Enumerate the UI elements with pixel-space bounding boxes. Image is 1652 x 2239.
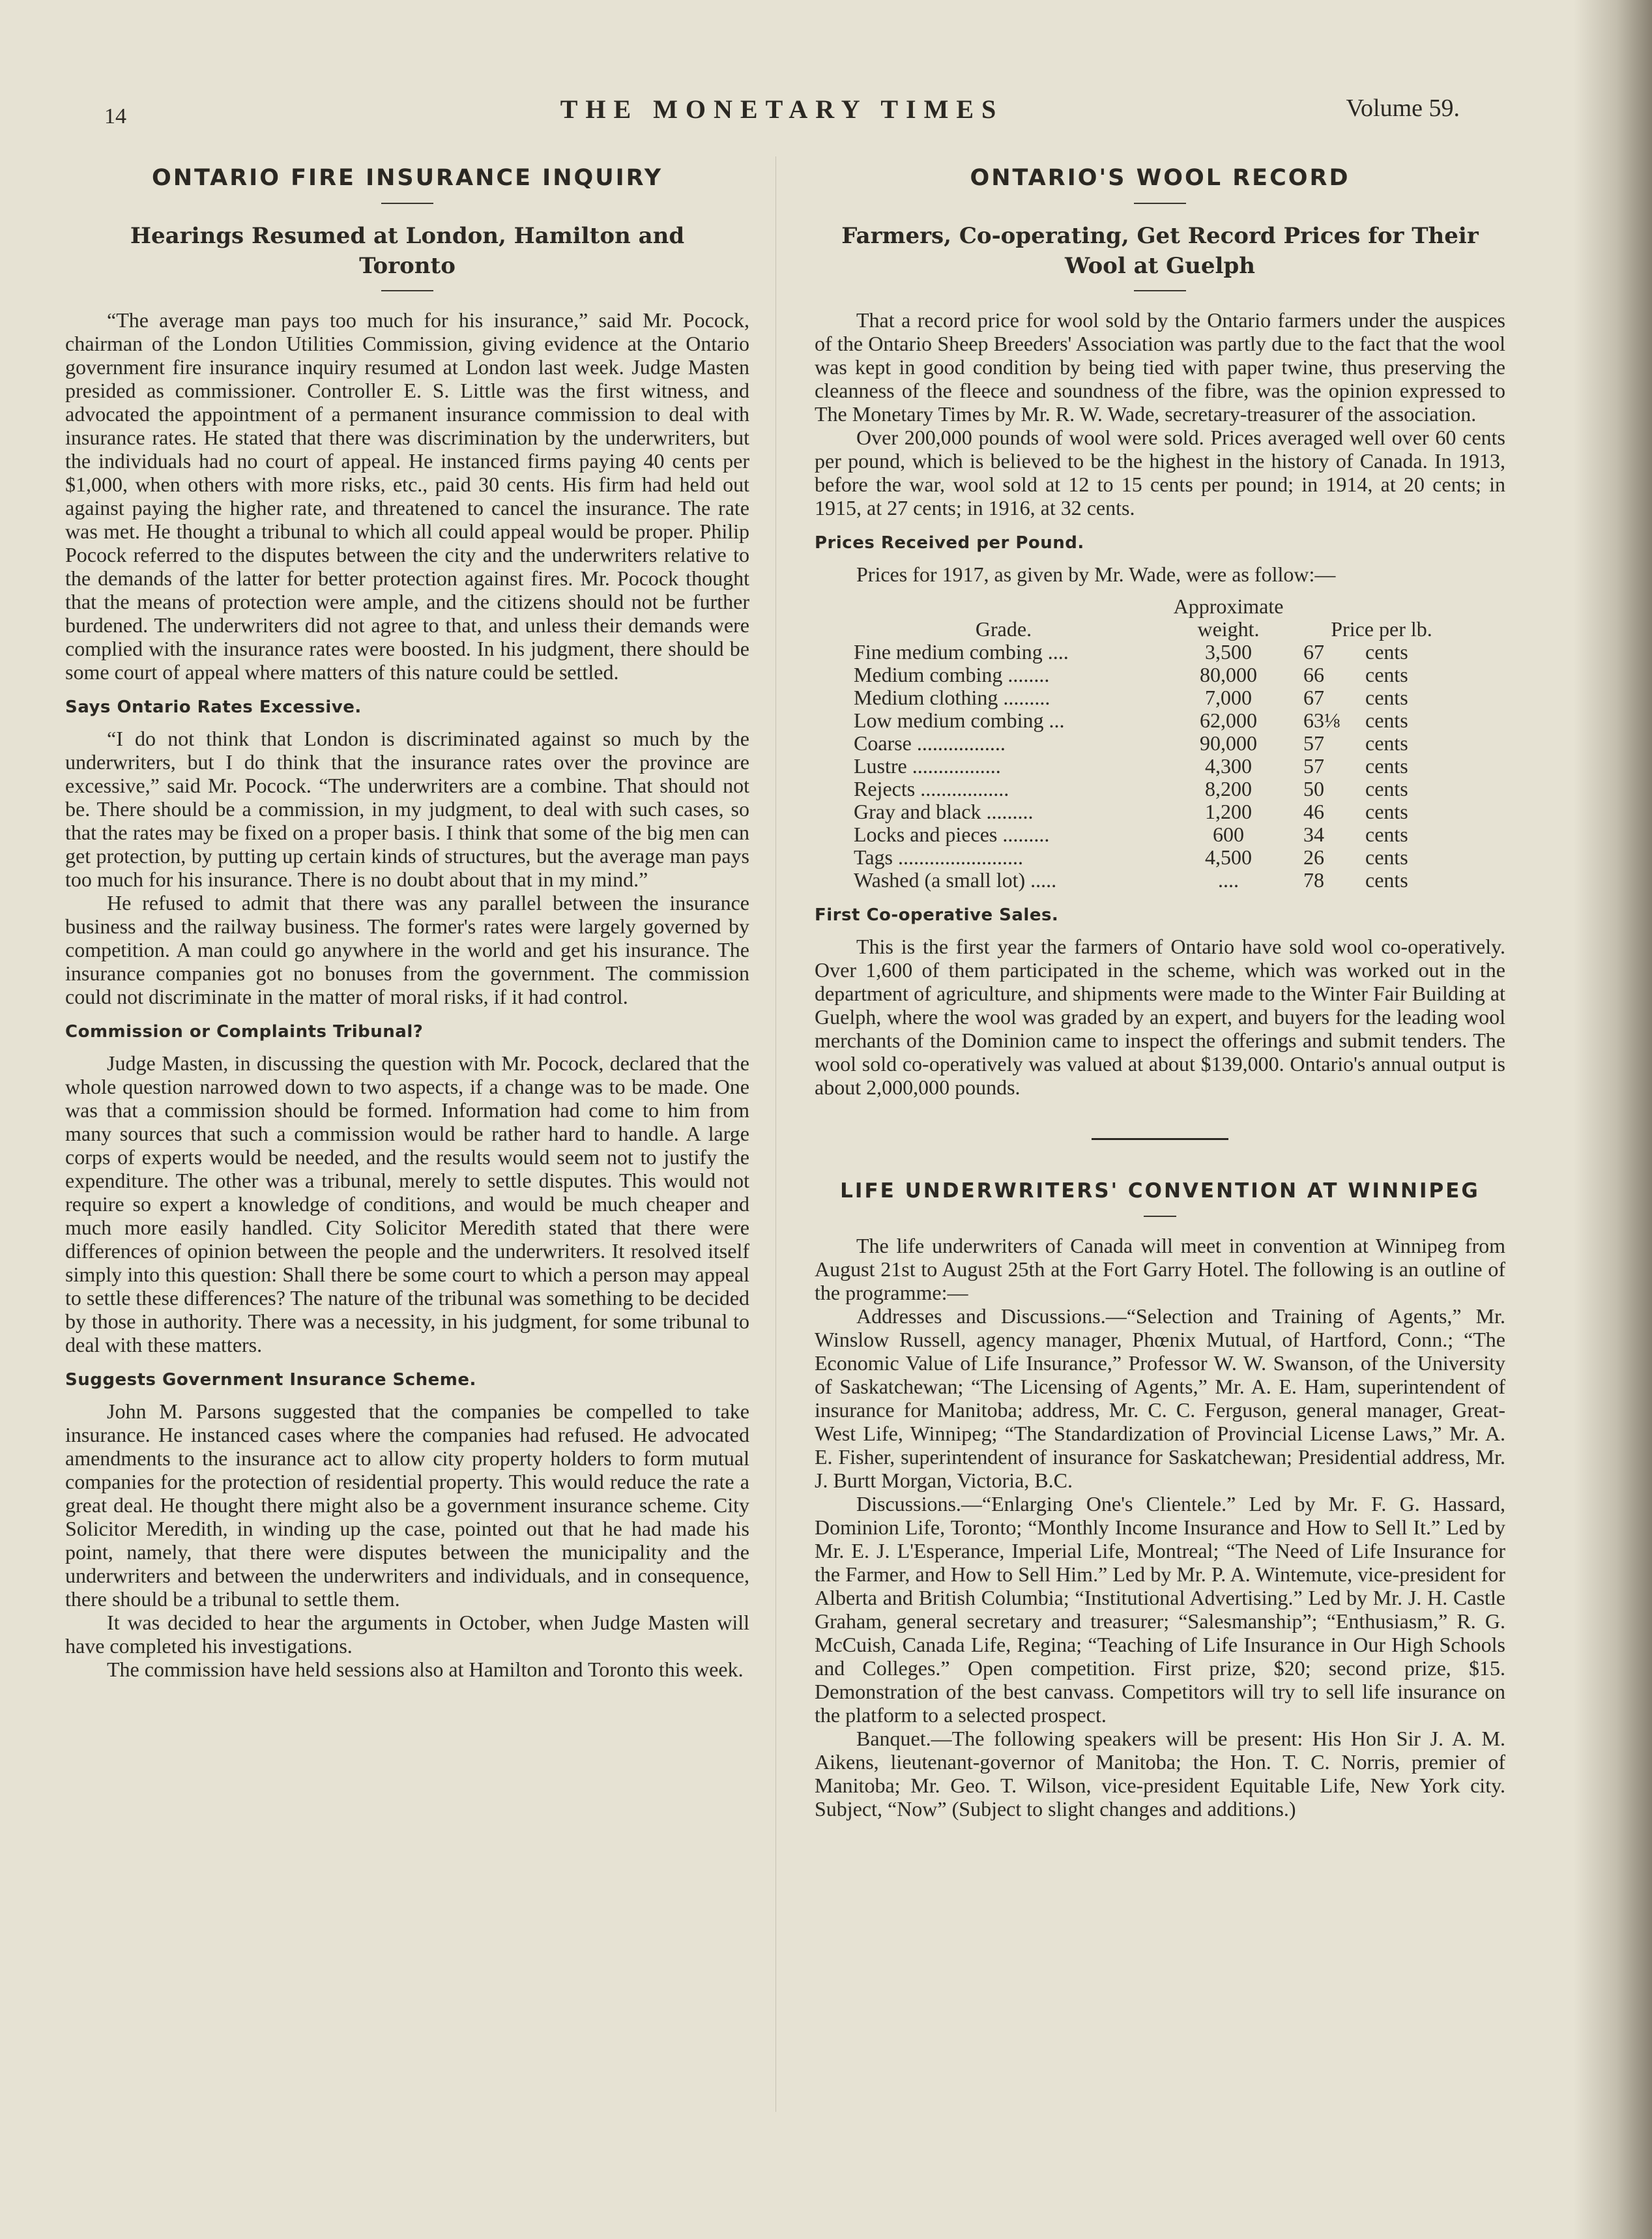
cell-weight: 8,200 xyxy=(1205,777,1252,800)
table-row xyxy=(854,755,1460,778)
cell-price: 67 cents xyxy=(1303,640,1408,664)
page-edge-shadow xyxy=(1574,0,1652,2239)
column-header-weight-top: Approximate xyxy=(1173,594,1284,618)
article-paragraph: “The average man pays too much for his insurance,” said Mr. Pocock, chairman of the London Utilities Commission, giving evidence at the Ontario government fire insurance inquiry resumed at London last week. Judge Masten presided as commissioner. Controller E. S. Little was the first witness, and advocated the appointment of a permanent insurance commission to deal with insurance rates. He stated that there was discrimination by the underwriters, but the individuals had no court of appeal. He instanced firms paying 40 cents per $1,000, when others with more risks, etc., paid 30 cents. His firm had held out against paying the higher rate, and threatened to cancel the insurance. The rate was met. He thought a tribunal to which all could appeal would be proper. Philip Pocock referred to the disputes between the city and the underwriters relative to the demands of the latter for better protection against fires. Mr. Pocock thought that the means of protection were ample, and the citizens should not be further burdened. The underwriters did not agree to that, and unless their demands were complied with the insurance rates were boosted. In his judgment, there should be some court of appeal where matters of this nature could be settled. xyxy=(65,308,749,684)
table-row xyxy=(854,709,1460,732)
article-paragraph: That a record price for wool sold by the Ontario farmers under the auspices of the Ontario Sheep Breeders' Association was partly due to the fact that the wool was kept in good condition by being tied with paper twine, thus preserving the cleanness of the fleece and soundness of the fibre, was the opinion expressed to The Monetary Times by Mr. R. W. Wade, secretary-treasurer of the association. xyxy=(815,308,1505,426)
section-heading: Suggests Government Insurance Scheme. xyxy=(65,1370,476,1390)
journal-title: THE MONETARY TIMES xyxy=(560,95,1004,124)
cell-weight: 90,000 xyxy=(1200,731,1257,755)
table-row xyxy=(854,778,1460,800)
table-row xyxy=(854,664,1460,686)
article-paragraph: The life underwriters of Canada will meet in convention at Winnipeg from August 21st to August 25th at the Fort Garry Hotel. The following is an outline of the programme:— xyxy=(815,1234,1505,1304)
article-title: LIFE UNDERWRITERS' CONVENTION AT WINNIPEG xyxy=(840,1179,1480,1203)
title-rule xyxy=(1134,203,1186,204)
wool-price-table xyxy=(854,595,1460,892)
table-row xyxy=(854,800,1460,823)
cell-grade: Low medium combing ... xyxy=(854,709,1065,732)
right-column xyxy=(815,156,1505,1821)
cell-price: 57 cents xyxy=(1303,731,1408,755)
article-paragraph: The commission have held sessions also at Hamilton and Toronto this week. xyxy=(107,1658,744,1681)
article-paragraph: Judge Masten, in discussing the question with Mr. Pocock, declared that the whole question narrowed down to two aspects, if a change was to be made. One was that a commission should be formed. Information had come to him from many sources that such a commission would be rather hard to handle. A large corps of experts would be needed, and the results would seem not to justify the expenditure. The other was a tribunal, merely to settle disputes. This would not require so expert a knowledge of conditions, and would be much cheaper and much more easily handled. City Solicitor Meredith stated that there were differences of opinion between the people and the underwriters. It resolved itself simply into this question: Shall there be some court to which a person may appeal to settle these differences? The nature of the tribunal was something to be decided by those in authority. There was a necessity, in his judgment, for some tribunal to deal with these matters. xyxy=(65,1051,750,1356)
cell-weight: 80,000 xyxy=(1200,663,1257,686)
cell-weight: 1,200 xyxy=(1205,800,1252,823)
cell-grade: Fine medium combing .... xyxy=(854,640,1069,664)
page-number: 14 xyxy=(104,104,126,128)
title-rule xyxy=(381,203,433,204)
cell-weight: .... xyxy=(1218,868,1239,892)
cell-weight: 62,000 xyxy=(1200,709,1257,732)
page-header xyxy=(104,91,1460,130)
table-body xyxy=(854,641,1460,892)
column-header-weight: weight. xyxy=(1197,617,1260,641)
article-subtitle: Farmers, Co-operating, Get Record Prices for Their Wool at Guelph xyxy=(841,223,1479,279)
cell-grade: Medium combing ........ xyxy=(854,663,1050,686)
table-row xyxy=(854,686,1460,709)
table-row xyxy=(854,641,1460,664)
table-row xyxy=(854,823,1460,846)
cell-price: 34 cents xyxy=(1303,823,1408,846)
article-paragraph: Banquet.—The following speakers will be present: His Hon Sir J. A. M. Aikens, lieutenant-governor of Manitoba; the Hon. T. C. Norris, premier of Manitoba; Mr. Geo. T. Wilson, vice-president Equitable Life, New York city. Subject, “Now” (Subject to slight changes and additions.) xyxy=(815,1727,1505,1821)
cell-grade: Rejects ................. xyxy=(854,777,1009,800)
column-header-grade: Grade. xyxy=(975,617,1032,641)
cell-weight: 3,500 xyxy=(1205,640,1252,664)
cell-grade: Washed (a small lot) ..... xyxy=(854,868,1057,892)
table-header-row xyxy=(854,595,1460,618)
table-row xyxy=(854,869,1460,892)
cell-grade: Coarse ................. xyxy=(854,731,1006,755)
cell-price: 78 cents xyxy=(1303,868,1408,892)
left-column xyxy=(65,156,749,1681)
title-rule xyxy=(1144,1216,1176,1217)
section-heading: Prices Received per Pound. xyxy=(815,533,1084,553)
cell-price: 50 cents xyxy=(1303,777,1408,800)
section-heading: Commission or Complaints Tribunal? xyxy=(65,1022,424,1042)
cell-grade: Gray and black ......... xyxy=(854,800,1034,823)
article-paragraph: This is the first year the farmers of Ontario have sold wool co-operatively. Over 1,600 of them participated in the scheme, which was worked out in the department of agriculture, and shipments were made to the Winter Fair Building at Guelph, where the wool was graded by an expert, and buyers for the leading wool merchants of the Dominion came to inspect the offerings and submit tenders. The wool sold co-operatively was valued at about $139,000. Ontario's annual output is about 2,000,000 pounds. xyxy=(815,935,1505,1099)
cell-grade: Tags ........................ xyxy=(854,845,1023,869)
table-intro: Prices for 1917, as given by Mr. Wade, were as follow:— xyxy=(856,563,1336,586)
table-row xyxy=(854,846,1460,869)
cell-price: 57 cents xyxy=(1303,754,1408,778)
article-subtitle: Hearings Resumed at London, Hamilton and Toronto xyxy=(130,223,685,279)
table-header-row xyxy=(854,618,1460,641)
cell-price: 63⅛ cents xyxy=(1303,709,1408,732)
cell-weight: 7,000 xyxy=(1205,686,1252,709)
section-divider xyxy=(1092,1138,1228,1140)
cell-price: 66 cents xyxy=(1303,663,1408,686)
cell-weight: 4,500 xyxy=(1205,845,1252,869)
cell-price: 67 cents xyxy=(1303,686,1408,709)
cell-price: 26 cents xyxy=(1303,845,1408,869)
section-heading: Says Ontario Rates Excessive. xyxy=(65,697,362,717)
subtitle-rule xyxy=(381,290,433,291)
article-paragraph: Over 200,000 pounds of wool were sold. Prices averaged well over 60 cents per pound, which is believed to be the highest in the history of Canada. In 1913, before the war, wool sold at 12 to 15 cents per pound; in 1914, at 20 cents; in 1915, at 27 cents; in 1916, at 32 cents. xyxy=(815,426,1505,520)
article-paragraph: John M. Parsons suggested that the companies be compelled to take insurance. He instanced cases where the companies had refused. He advocated amendments to the insurance act to allow city property holders to form mutual companies for the protection of residential property. This would reduce the rate a great deal. He thought there might also be a government insurance scheme. City Solicitor Meredith, in winding up the case, pointed out that he had made his point, namely, that there were disputes between the municipality and the underwriters and between the underwriters and individuals, and in consequence, there should be a tribunal to settle them. xyxy=(65,1399,749,1611)
cell-grade: Lustre ................. xyxy=(854,754,1001,778)
column-header-price: Price per lb. xyxy=(1331,617,1432,641)
volume-label: Volume 59. xyxy=(1346,95,1460,122)
article-paragraph: Discussions.—“Enlarging One's Clientele.” Led by Mr. F. G. Hassard, Dominion Life, Toronto; “Monthly Income Insurance and How to Sell It.” Led by Mr. E. J. L'Esperance, Imperial Life, Montreal; “The Need of Life Insurance for the Farmer, and How to Sell Him.” Led by Mr. P. A. Wintemute, vice-president for Alberta and British Columbia; “Institutional Advertising.” Led by Mr. J. H. Castle Graham, general secretary and treasurer; “Salesmanship”; “Enthusiasm,” R. G. McCuish, Canada Life, Regina; “Teaching of Life Insurance in Our High Schools and Colleges.” Open competition. First prize, $20; second prize, $15. Demonstration of the best canvass. Competitors will try to sell life insurance on the platform to a selected prospect. xyxy=(815,1492,1505,1727)
article-title: ONTARIO'S WOOL RECORD xyxy=(970,165,1350,191)
article-paragraph: Addresses and Discussions.—“Selection and Training of Agents,” Mr. Winslow Russell, agency manager, Phœnix Mutual, of Hartford, Conn.; “The Economic Value of Life Insurance,” Professor W. W. Swanson, of the University of Saskatchewan; “The Licensing of Agents,” Mr. A. E. Ham, superintendent of insurance for Manitoba; address, Mr. C. C. Ferguson, general manager, Great-West Life, Winnipeg; “The Standardization of Provincial License Laws,” Mr. A. E. Fisher, superintendent of insurance for Saskatchewan; Presidential address, Mr. J. Burtt Morgan, Victoria, B.C. xyxy=(815,1304,1505,1492)
cell-grade: Locks and pieces ......... xyxy=(854,823,1050,846)
article-paragraph: He refused to admit that there was any parallel between the insurance business and the railway business. The former's rates were largely governed by competition. A man could go anywhere in the world and get his insurance. The insurance companies got no bonuses from the government. The commission could not discriminate in the matter of moral risks, if it had control. xyxy=(65,891,749,1008)
cell-grade: Medium clothing ......... xyxy=(854,686,1051,709)
article-paragraph: “I do not think that London is discriminated against so much by the underwriters, but I do think that the insurance rates over the province are excessive,” said Mr. Pocock. “The underwriters are a combine. That should not be. There should be a commission, in my judgment, to deal with such cases, so that the rates may be fixed on a proper basis. I think that some of the big men can get protection, by putting up certain kinds of structures, but the average man pays too much for his insurance. There is no doubt about that in my mind.” xyxy=(65,727,749,891)
section-heading: First Co-operative Sales. xyxy=(815,905,1059,925)
cell-price: 46 cents xyxy=(1303,800,1408,823)
article-paragraph: It was decided to hear the arguments in October, when Judge Masten will have completed his investigations. xyxy=(65,1611,749,1658)
article-title: ONTARIO FIRE INSURANCE INQUIRY xyxy=(151,165,663,191)
column-divider xyxy=(775,156,776,2112)
table-row xyxy=(854,732,1460,755)
cell-weight: 4,300 xyxy=(1205,754,1252,778)
subtitle-rule xyxy=(1134,290,1186,291)
cell-weight: 600 xyxy=(1213,823,1244,846)
